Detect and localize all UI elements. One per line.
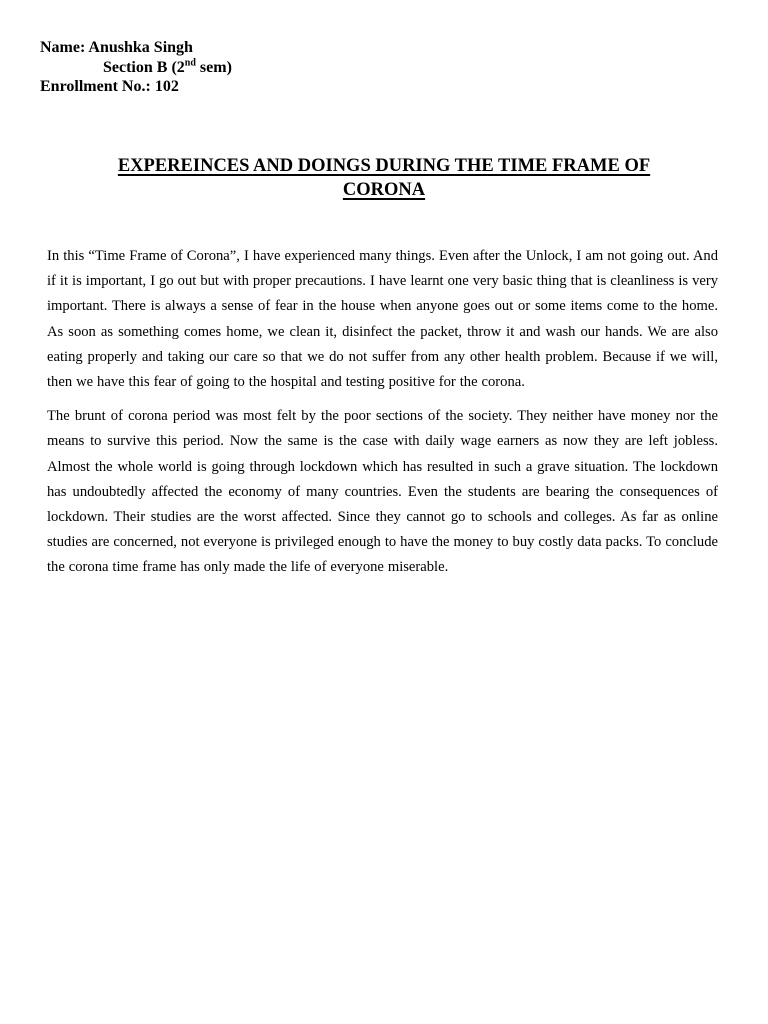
student-section <box>40 58 232 78</box>
paragraph-1: In this “Time Frame of Corona”, I have experienced many things. Even after the Unlock, I am not going out. And if it is important, I go out but with proper precautions. I have learnt one very basic thing that is cleanliness is very important. There is always a sense of fear in the house when anyone goes out or some items come to the home. As soon as something comes home, we clean it, disinfect the packet, throw it and wash our hands. We are also eating properly and taking our care so that we do not suffer from any other health problem. Because if we will, then we have this fear of going to the hospital and testing positive for the corona. <box>47 248 718 391</box>
title-line-1: EXPEREINCES AND DOINGS DURING THE TIME FRAME OF <box>117 156 651 176</box>
document-title <box>70 154 698 202</box>
section-superscript: nd <box>184 57 196 69</box>
enrollment-number: Enrollment No.: 102 <box>40 78 179 95</box>
title-line-2: CORONA <box>342 180 426 200</box>
paragraph-2: The brunt of corona period was most felt by the poor sections of the society. They neither have money nor the means to survive this period. Now the same is the case with daily wage earners as now they are left jobless. Almost the whole world is going through lockdown which has resulted in such a grave situation. The lockdown has undoubtedly affected the economy of many countries. Even the students are bearing the consequences of lockdown. Their studies are the worst affected. Since they cannot go to schools and colleges. As far as online studies are concerned, not everyone is privileged enough to have the money to buy costly data packs. To conclude the corona time frame has only made the life of everyone miserable. <box>47 408 718 576</box>
student-name: Name: Anushka Singh <box>40 39 193 56</box>
section-suffix: sem) <box>195 58 232 76</box>
section-prefix: Section B (2 <box>103 58 185 76</box>
student-info <box>40 38 232 97</box>
essay-body <box>47 244 718 590</box>
